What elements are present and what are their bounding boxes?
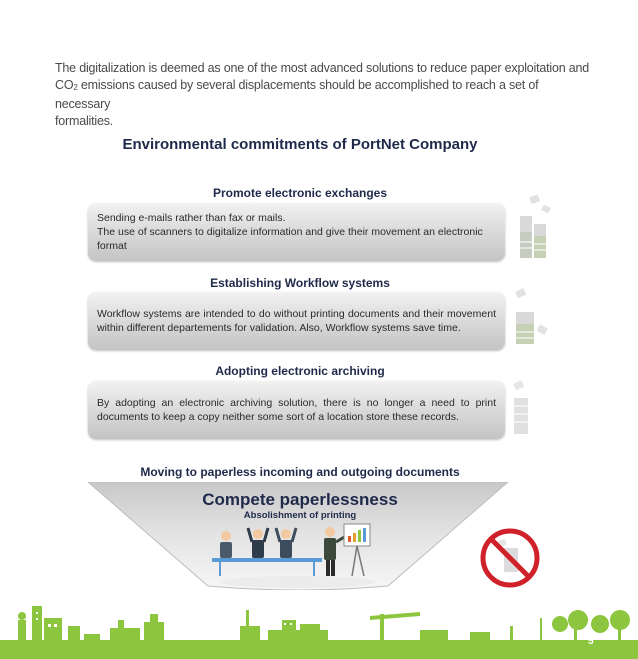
paper-stack-icon	[508, 380, 548, 440]
page-title: Environmental commitments of PortNet Company	[122, 136, 478, 153]
paper-stack-icon	[508, 288, 556, 348]
team-meeting-illustration	[212, 518, 372, 580]
section-box-archiving	[88, 381, 505, 439]
intro-paragraph	[55, 60, 590, 130]
paper-stack-icon	[508, 192, 556, 262]
no-printing-icon	[478, 526, 542, 590]
co2-text: CO	[55, 78, 74, 92]
section-3-text: By adopting an electronic archiving solution, there is no longer a need to print documents to keep a copy neither some sort of a location store these records.	[97, 397, 496, 423]
intro-line-3: formalities.	[55, 114, 114, 128]
industrial-skyline-illustration	[0, 590, 638, 659]
section-title-workflow: Establishing Workflow systems	[210, 276, 390, 290]
funnel-title: Compete paperlessness	[202, 490, 398, 509]
section-1-line-1: Sending e-mails rather than fax or mails.	[97, 212, 286, 224]
funnel-heading: Moving to paperless incoming and outgoing documents	[140, 465, 460, 479]
funnel-subtitle: Absolishment of printing	[243, 510, 357, 521]
section-box-electronic-exchanges	[88, 203, 505, 261]
section-title-archiving: Adopting electronic archiving	[215, 364, 385, 378]
page-number: 5	[588, 636, 594, 647]
section-title-electronic-exchanges: Promote electronic exchanges	[212, 186, 388, 200]
intro-line-2	[55, 77, 590, 113]
section-2-text: Workflow systems are intended to do without printing documents and their movement within different departements for validation. Also, Workflow systems save time.	[97, 308, 496, 334]
section-1-line-2: The use of scanners to digitalize information and give their movement an electronic format	[97, 226, 483, 252]
intro-line-1: The digitalization is deemed as one of the most advanced solutions to reduce paper exploitation and	[55, 61, 590, 75]
intro-line-2-text: emissions caused by several displacements should be accomplished to reach a set of necessary	[55, 78, 539, 111]
section-box-workflow	[88, 292, 505, 350]
co2-subscript: 2	[73, 83, 78, 92]
